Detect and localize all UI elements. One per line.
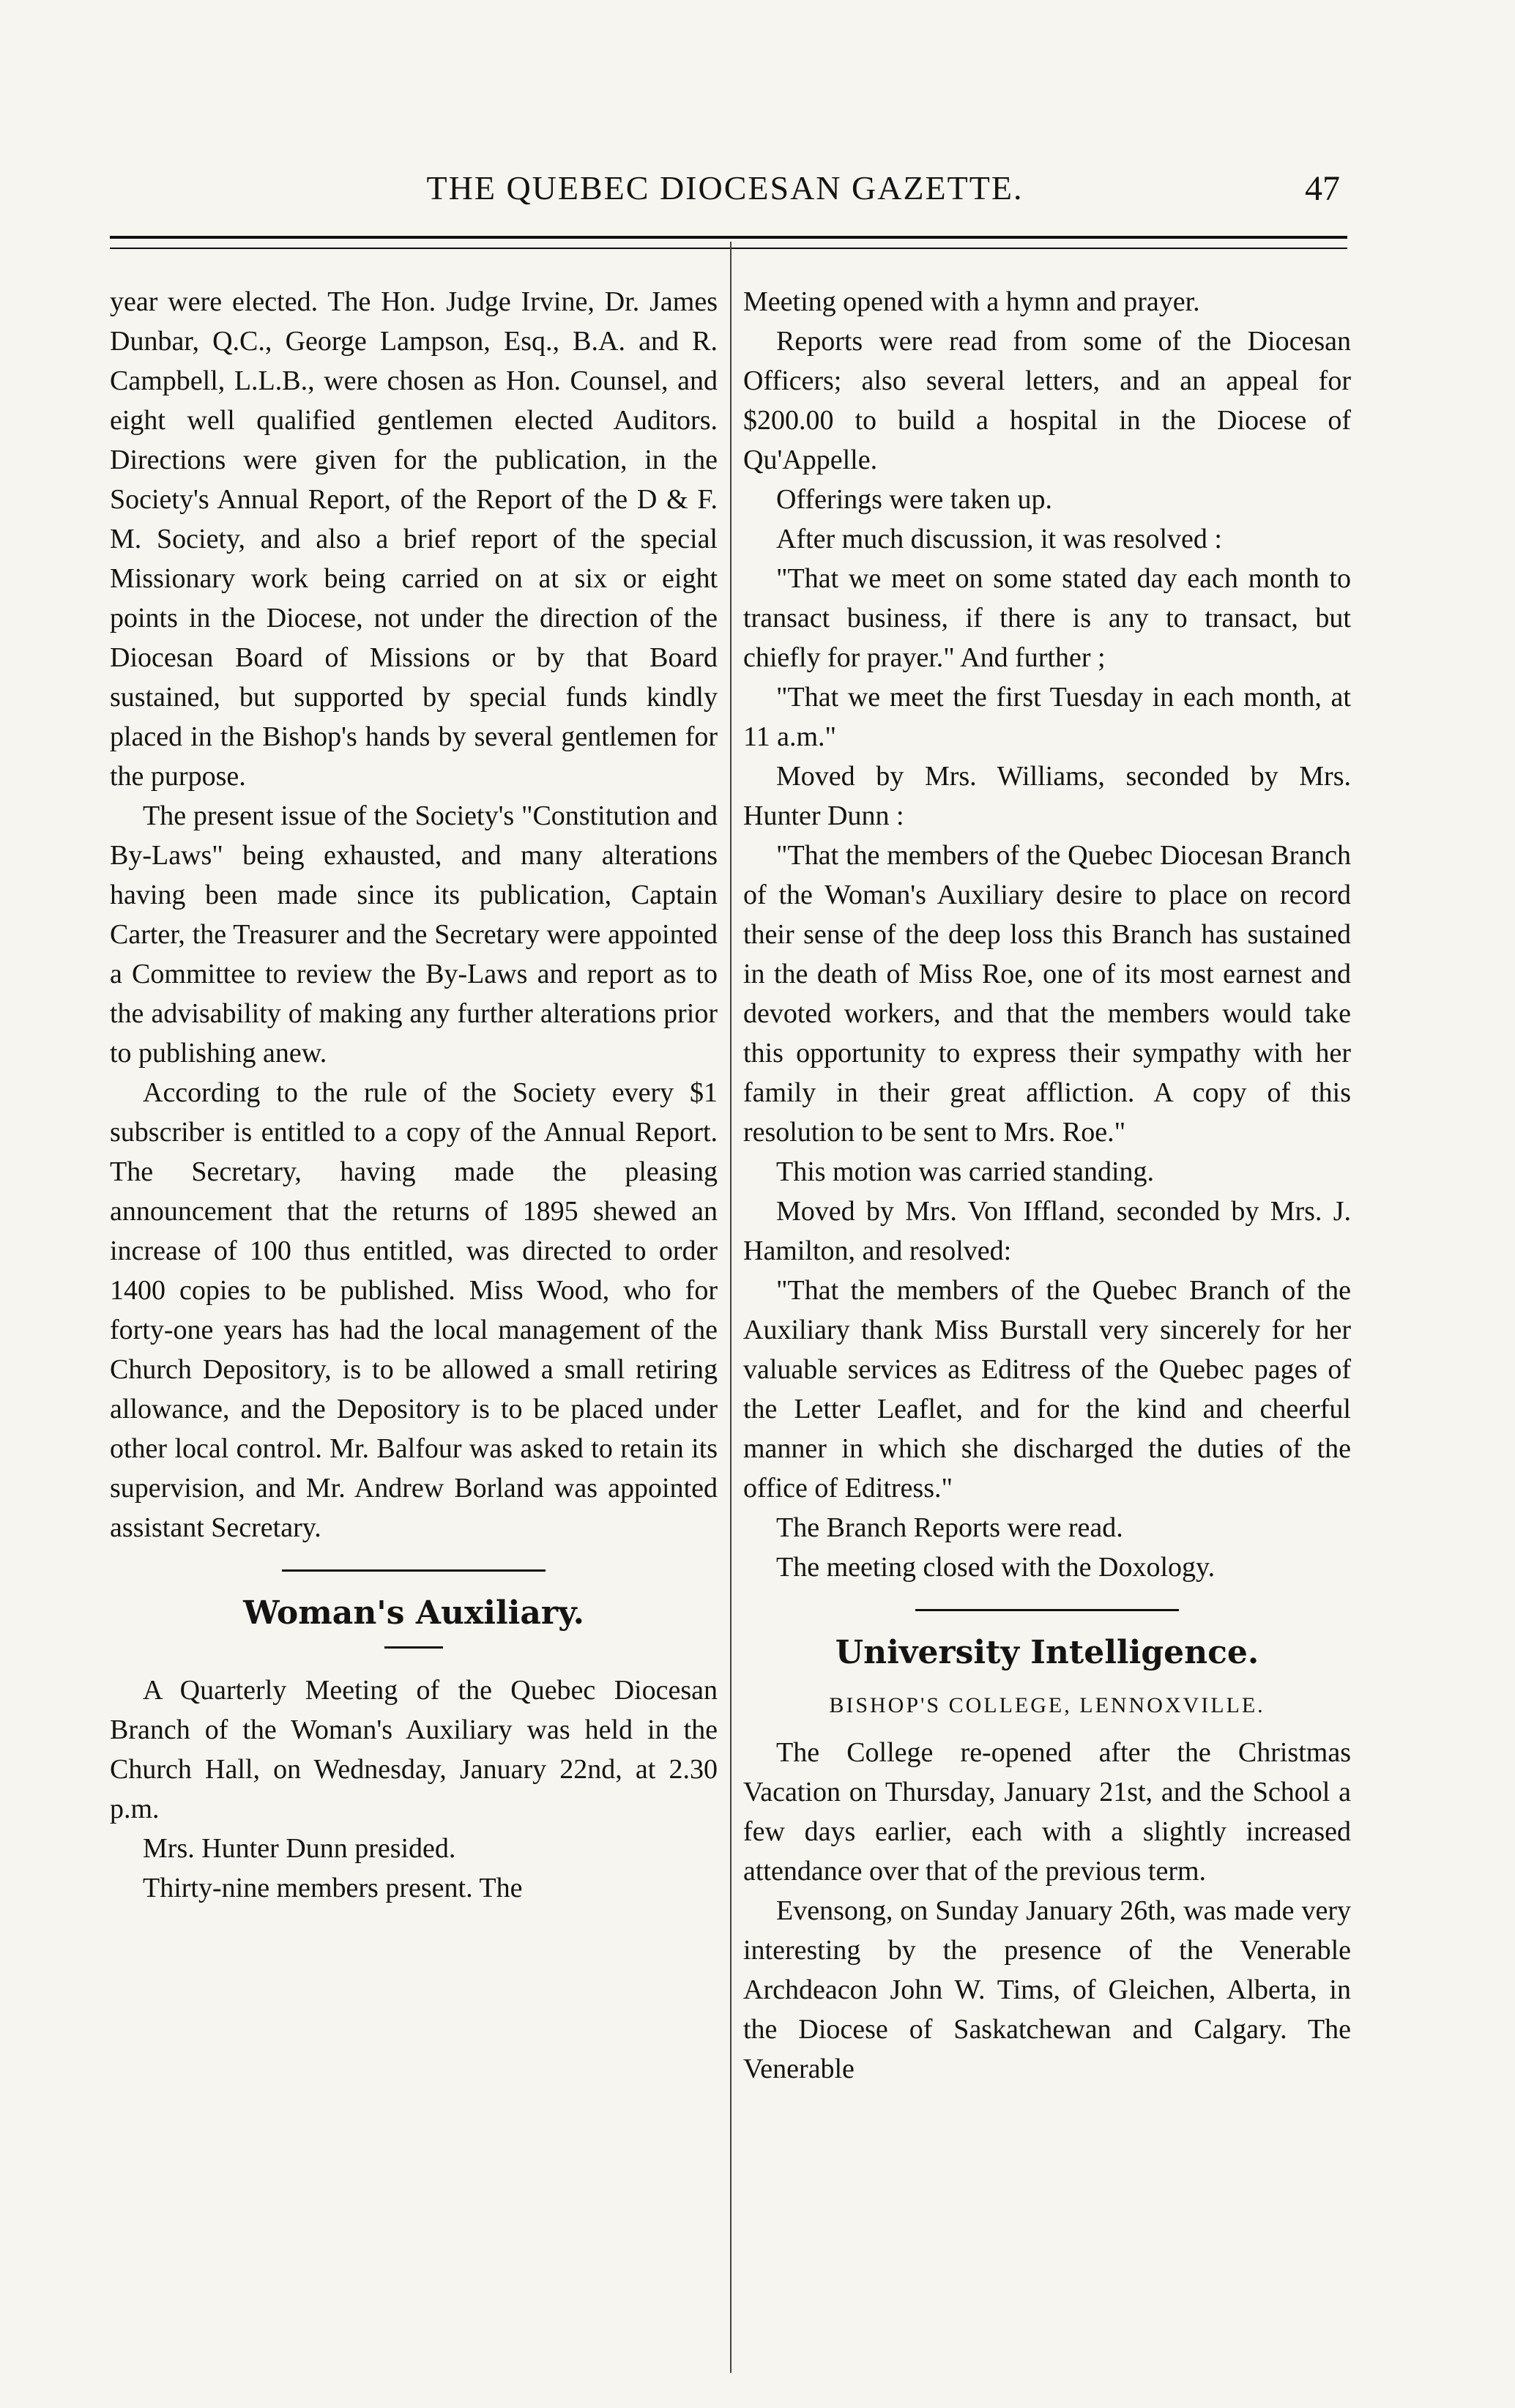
right-paragraph-15: Evensong, on Sunday January 26th, was made very interesting by the presence of the Venerable Archdeacon John W. Tims, of Gleichen, Alberta, in the Diocese of Saskatchewan and Calgary. The Venerable xyxy=(743,1895,1351,2084)
right-paragraph-1: Meeting opened with a hymn and prayer. xyxy=(743,286,1200,317)
header-rule-bottom xyxy=(110,248,1347,249)
page-header xyxy=(110,168,1340,220)
left-column xyxy=(110,282,718,1908)
right-paragraph-8: "That the members of the Quebec Diocesan Branch of the Woman's Auxiliary desire to place on record their sense of the deep loss this Branch has sustained in the death of Miss Roe, one of its most earnest and devoted workers, and that the members would take this opportunity to express their sympathy with her family in their great affliction. A copy of this resolution to be sent to Mrs. Roe." xyxy=(743,840,1351,1148)
left-paragraph-2: The present issue of the Society's "Constitution and By-Laws" being exhausted, and many alterations having been made since its publication, Captain Carter, the Treasurer and the Secretary were appointed a Committee to review the By-Laws and report as to the advisability of making any further alterations prior to publishing anew. xyxy=(110,800,718,1069)
page-number: 47 xyxy=(1305,169,1340,208)
right-paragraph-4: After much discussion, it was resolved : xyxy=(776,524,1222,554)
right-paragraph-6: "That we meet the first Tuesday in each month, at 11 a.m." xyxy=(743,682,1351,752)
publication-title: THE QUEBEC DIOCESAN GAZETTE. xyxy=(426,169,1024,207)
section-separator xyxy=(282,1569,546,1572)
bishops-college-subhead: BISHOP'S COLLEGE, LENNOXVILLE. xyxy=(829,1693,1265,1717)
column-divider xyxy=(730,242,732,2373)
right-paragraph-12: The Branch Reports were read. xyxy=(776,1512,1123,1543)
left-paragraph-6: Thirty-nine members present. The xyxy=(143,1873,523,1903)
right-paragraph-10: Moved by Mrs. Von Iffland, seconded by Mrs. J. Hamilton, and resolved: xyxy=(743,1196,1351,1266)
section-separator-right xyxy=(915,1609,1179,1611)
header-rule-top xyxy=(110,236,1347,239)
university-intelligence-heading: University Intelligence. xyxy=(835,1634,1259,1671)
right-paragraph-7: Moved by Mrs. Williams, seconded by Mrs. Hunter Dunn : xyxy=(743,761,1351,831)
left-paragraph-5: Mrs. Hunter Dunn presided. xyxy=(143,1833,456,1864)
right-paragraph-11: "That the members of the Quebec Branch of the Auxiliary thank Miss Burstall very sincerely for her valuable services as Editress of the Quebec pages of the Letter Leaflet, and for the kind and cheerful manner in which she discharged the duties of the office of Editress." xyxy=(743,1275,1351,1504)
left-paragraph-4: A Quarterly Meeting of the Quebec Diocesan Branch of the Woman's Auxiliary was held in the Church Hall, on Wednesday, January 22nd, at 2.30 p.m. xyxy=(110,1675,718,1824)
right-paragraph-2: Reports were read from some of the Diocesan Officers; also several letters, and an appeal for $200.00 to build a hospital in the Diocese of Qu'Appelle. xyxy=(743,326,1351,475)
left-paragraph-1: year were elected. The Hon. Judge Irvine, Dr. James Dunbar, Q.C., George Lampson, Esq., B.A. and R. Campbell, L.L.B., were chosen as Hon. Counsel, and eight well qualified gentlemen elected Auditors. Directions were given for the publication, in the Society's Annual Report, of the Report of the D & F. M. Society, and also a brief report of the special Missionary work being carried on at six or eight points in the Diocese, not under the direction of the Diocesan Board of Missions or by that Board sustained, but supported by special funds kindly placed in the Bishop's hands by several gentlemen for the purpose. xyxy=(110,286,718,792)
right-paragraph-9: This motion was carried standing. xyxy=(776,1156,1155,1187)
right-column xyxy=(743,282,1351,2089)
right-paragraph-5: "That we meet on some stated day each month to transact business, if there is any to transact, but chiefly for prayer." And further ; xyxy=(743,563,1351,673)
left-paragraph-3: According to the rule of the Society every $1 subscriber is entitled to a copy of the Annual Report. The Secretary, having made the pleasing announcement that the returns of 1895 shewed an increase of 100 thus entitled, was directed to order 1400 copies to be published. Miss Wood, who for forty-one years has had the local management of the Church Depository, is to be allowed a small retiring allowance, and the Depository is to be placed under other local control. Mr. Balfour was asked to retain its supervision, and Mr. Andrew Borland was appointed assistant Secretary. xyxy=(110,1077,718,1543)
right-paragraph-14: The College re-opened after the Christmas Vacation on Thursday, January 21st, and the School a few days earlier, each with a slightly increased attendance over that of the previous term. xyxy=(743,1737,1351,1887)
right-paragraph-13: The meeting closed with the Doxology. xyxy=(776,1552,1216,1583)
womans-auxiliary-heading: Woman's Auxiliary. xyxy=(243,1594,584,1632)
right-paragraph-3: Offerings were taken up. xyxy=(776,484,1053,515)
section-short-rule xyxy=(384,1646,443,1649)
